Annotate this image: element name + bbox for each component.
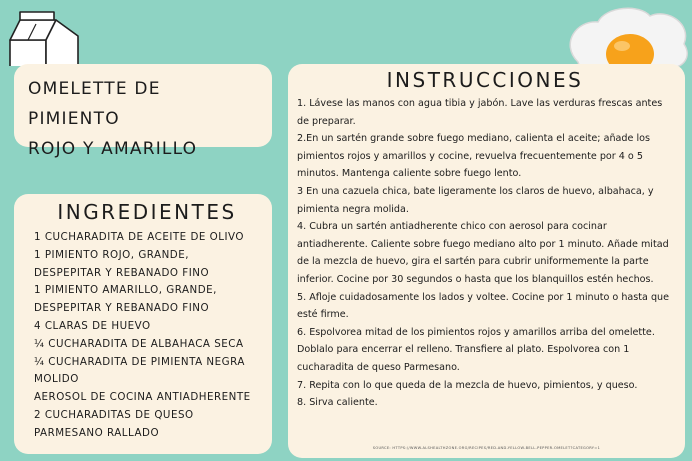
instruction-step: 2.En un sartén grande sobre fuego mediano, calienta el aceite; añade los pimientos rojos y amarillos y cocine, revuelva frecuentemente por 4 o 5 minutos. Mantenga caliente sobre fuego lento. xyxy=(297,133,651,180)
instructions-heading: INSTRUCCIONES xyxy=(386,68,584,92)
ingredient-item: AEROSOL DE COCINA ANTIADHERENTE xyxy=(34,391,251,404)
recipe-title-line-1: OMELETTE DE PIMIENTO xyxy=(28,79,161,129)
ingredients-card xyxy=(14,194,272,454)
ingredient-item: 1 PIMIENTO ROJO, GRANDE, DESPEPITAR Y REBANADO FINO xyxy=(34,248,210,279)
instruction-step: 3 En una cazuela chica, bate ligeramente los claros de huevo, albahaca, y pimienta negra molida. xyxy=(297,185,654,215)
instructions-card xyxy=(288,64,685,458)
ingredient-item: 1 PIMIENTO AMARILLO, GRANDE, DESPEPITAR Y REBANADO FINO xyxy=(34,284,217,315)
recipe-title-card xyxy=(14,64,272,159)
ingredient-item: 4 CLARAS DE HUEVO xyxy=(34,319,151,332)
instruction-step: 5. Afloje cuidadosamente los lados y voltee. Cocine por 1 minuto o hasta que esté firme. xyxy=(297,291,670,321)
ingredients-heading: INGREDIENTES xyxy=(57,200,237,224)
source-citation: SOURCE: HTTPS://WWW.ALSHEALTHZONE.ORG/RECIPES/RED-AND-YELLOW-BELL-PEPPER-OMELET?CATEGORY=1 xyxy=(372,446,601,450)
ingredient-item: ¼ CUCHARADITA DE PIMIENTA NEGRA MOLIDO xyxy=(34,355,245,386)
ingredient-item: 1 CUCHARADITA DE ACEITE DE OLIVO xyxy=(34,231,245,243)
instruction-step: 7. Repita con lo que queda de la mezcla de huevo, pimientos, y queso. xyxy=(297,379,638,391)
instruction-step: 6. Espolvorea mitad de los pimientos rojos y amarillos arriba del omelette. Doblalo para encerrar el relleno. Transfiere al plato. Espolvorea con 1 cucharadita de queso Parmesano. xyxy=(297,326,655,373)
instruction-step: 8. Sirva caliente. xyxy=(297,397,378,409)
ingredient-item: ¼ CUCHARADITA DE ALBAHACA SECA xyxy=(34,337,244,350)
milk-carton-icon xyxy=(6,10,82,66)
fried-egg-icon xyxy=(560,4,692,68)
instruction-step: 1. Lávese las manos con agua tibia y jabón. Lave las verduras frescas antes de preparar. xyxy=(297,98,663,127)
instruction-step: 4. Cubra un sartén antiadherente chico con aerosol para cocinar antiadherente. Caliente sobre fuego mediano alto por 1 minuto. Añade mitad de la mezcla de huevo, gira el sartén para cubrir uniformemente la parte inferior. Cocine por 30 segundos o hasta que los blanquillos estén hechos. xyxy=(297,221,669,285)
ingredient-item: 2 CUCHARADITAS DE QUESO PARMESANO RALLADO xyxy=(34,408,194,439)
recipe-title-line-2: ROJO Y AMARILLO xyxy=(28,139,198,159)
